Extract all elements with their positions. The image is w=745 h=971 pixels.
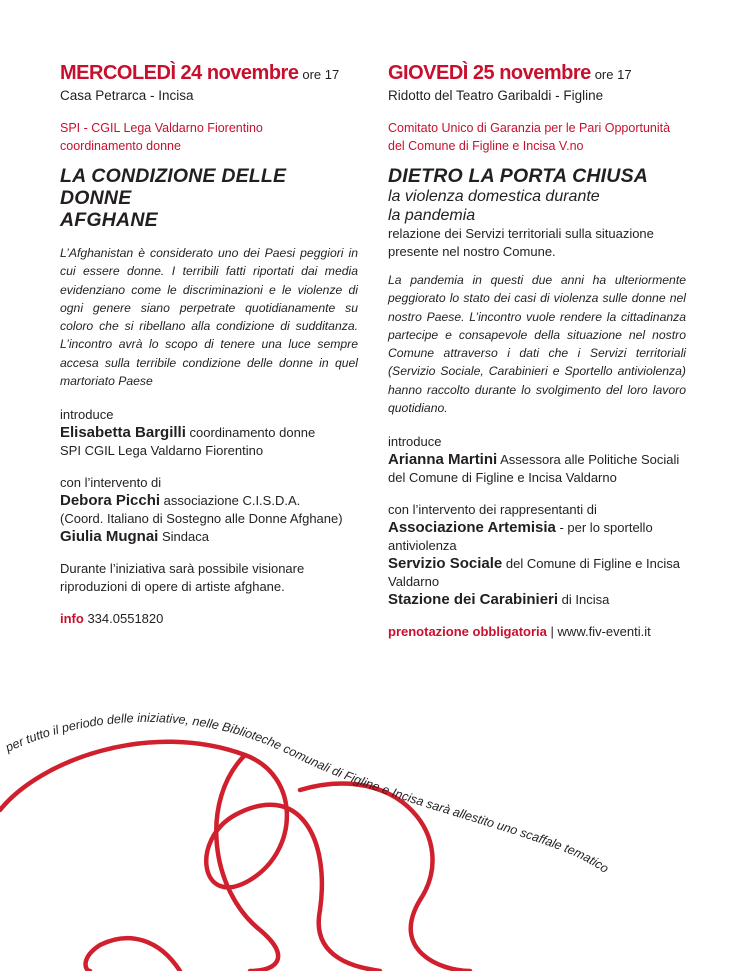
event-place: Ridotto del Teatro Garibaldi - Figline xyxy=(388,88,604,103)
introduce-label: introduce xyxy=(388,434,442,450)
event-left-header xyxy=(60,62,358,85)
event-right-header xyxy=(388,62,686,85)
with-label: con l’intervento dei rappresentanti di xyxy=(388,502,597,518)
organizer-line: SPI - CGIL Lega Valdarno Fiorentino xyxy=(60,121,263,135)
speaker-note: (Coord. Italiano di Sostegno alle Donne Afghane) xyxy=(60,511,343,527)
introduce-label: introduce xyxy=(60,407,114,423)
speaker xyxy=(60,492,358,510)
speaker xyxy=(60,528,358,546)
group xyxy=(388,519,686,555)
event-organizer xyxy=(60,119,358,155)
organizer-line: Comitato Unico di Garanzia per le Pari Opportunità xyxy=(388,121,671,135)
event-time: ore 17 xyxy=(594,67,632,82)
event-left xyxy=(60,62,358,628)
event-title xyxy=(60,165,358,231)
speaker-name: Giulia Mugnai xyxy=(60,528,159,546)
booking-label: prenotazione obbligatoria xyxy=(388,624,547,640)
event-description: La pandemia in questi due anni ha ulteriormente peggiorato lo stato dei casi di violenza sulle donne nel nostro Paese. L’incontro vuole rendere la cittadinanza partecipe e consapevole della situazione nel nostro Comune attraverso i dati che i Servizi territoriali (Servizio Sociale, Carabinieri e Sportello antiviolenza) hanno raccolto durante lo svolgimento del loro lavoro quotidiano. xyxy=(388,273,686,416)
subtitle-line: la violenza domestica durante xyxy=(388,188,600,205)
event-description: L’Afghanistan è considerato uno dei Paesi peggiori in cui essere donne. I terribili fatti riportati dai media evidenziano come le discriminazioni e le violenze di ogni genere siano perpetrate quotidianamente su coloro che si ribellano alla condizione di sudditanza. L’incontro avrà lo scopo di tenere una luce sempre accesa sulla terribile condizione delle donne in quel martoriato Paese xyxy=(60,246,358,389)
group-name: Associazione Artemisia xyxy=(388,519,556,537)
info-label: info xyxy=(60,611,84,627)
booking-site[interactable]: www.fiv-eventi.it xyxy=(557,624,651,640)
group-role: - per lo sportello antiviolenza xyxy=(388,520,653,554)
event-day: MERCOLEDÌ 24 novembre xyxy=(60,62,299,84)
event-place: Casa Petrarca - Incisa xyxy=(60,88,194,103)
subtitle-line: la pandemia xyxy=(388,207,476,224)
event-time: ore 17 xyxy=(302,67,340,82)
speaker-name: Debora Picchi xyxy=(60,492,161,510)
introducer-role-line: SPI CGIL Lega Valdarno Fiorentino xyxy=(60,443,264,459)
curved-notice xyxy=(2,711,611,876)
group-name: Servizio Sociale xyxy=(388,555,503,573)
speaker-role: Sindaca xyxy=(161,529,209,545)
closing-note: Durante l’iniziativa sarà possibile visionare riproduzioni di opere di artiste afghane. xyxy=(60,561,305,595)
title-line: AFGHANE xyxy=(60,209,158,231)
event-report: relazione dei Servizi territoriali sulla situazione presente nel nostro Comune. xyxy=(388,226,654,259)
booking-separator: | xyxy=(550,624,554,640)
introducer xyxy=(60,424,358,442)
organizer-line: del Comune di Figline e Incisa V.no xyxy=(388,139,584,153)
booking-line xyxy=(388,623,686,641)
curved-notice-text: per tutto il periodo delle iniziative, nelle Biblioteche comunali di Figline e Incisa sarà allestito uno scaffale tematico xyxy=(3,710,612,876)
introducer-role: coordinamento donne xyxy=(189,425,316,441)
organizer-line: coordinamento donne xyxy=(60,139,181,153)
info-line xyxy=(60,610,358,628)
red-thread xyxy=(0,742,470,971)
title-line: LA CONDIZIONE DELLE DONNE xyxy=(60,165,287,209)
introducer-role: Assessora alle Politiche Sociali del Comune di Figline e Incisa Valdarno xyxy=(388,452,680,486)
info-phone: 334.0551820 xyxy=(87,611,164,627)
event-title: DIETRO LA PORTA CHIUSA xyxy=(388,165,649,187)
event-subtitle xyxy=(388,187,686,225)
group-role: di Incisa xyxy=(561,592,610,608)
introducer-name: Elisabetta Bargilli xyxy=(60,424,186,442)
red-thread-illustration xyxy=(0,700,745,971)
group xyxy=(388,555,686,591)
with-label: con l’intervento di xyxy=(60,475,162,491)
speaker-role: associazione C.I.S.D.A. xyxy=(163,493,301,509)
group-name: Stazione dei Carabinieri xyxy=(388,591,559,609)
group-role: del Comune di Figline e Incisa Valdarno xyxy=(388,556,681,590)
event-organizer xyxy=(388,119,686,155)
event-day: GIOVEDÌ 25 novembre xyxy=(388,62,591,84)
group xyxy=(388,591,686,609)
introducer xyxy=(388,451,686,487)
introducer-name: Arianna Martini xyxy=(388,451,498,469)
event-right xyxy=(388,62,686,641)
